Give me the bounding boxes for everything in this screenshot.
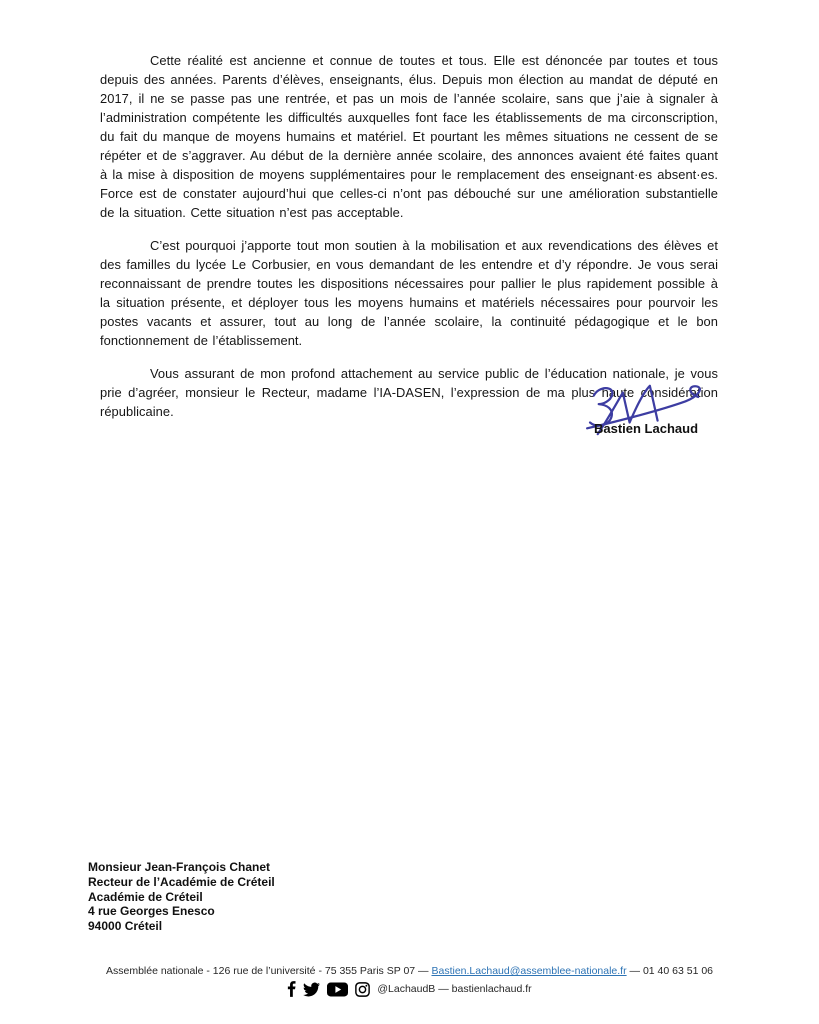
signature-block xyxy=(572,381,720,436)
paragraph-1: Cette réalité est ancienne et connue de toutes et tous. Elle est dénoncée par toutes et tous depuis des années. Parents d’élèves, enseignants, élus. Depuis mon élection au mandat de député en 2017, il ne se passe pas une rentrée, et pas un mois de l’année scolaire, sans que j’aie à signaler à l’administration compétente les difficultés auxquelles font face les établissements de ma circonscription, du fait du manque de moyens humains et matériel. Et pourtant les mêmes situations ne cessent de se répéter et de s’aggraver. Au début de la dernière année scolaire, des annonces avaient été faites quant à la mise à disposition de moyens supplémentaires pour le remplacement des enseignant·es absent·es. Force est de constater aujourd’hui que celles-ci n’ont pas débouché sur une amélioration substantielle de la situation. Cette situation n’est pas acceptable. xyxy=(100,53,718,220)
paragraph-3: Vous assurant de mon profond attachement au service public de l’éducation nationale, je vous prie d’agréer, monsieur le Recteur, madame l’IA-DASEN, l’expression de ma plus haute considération républicaine. xyxy=(100,366,718,419)
recipient-street: 4 rue Georges Enesco xyxy=(88,904,215,919)
recipient-city: 94000 Créteil xyxy=(88,919,163,934)
instagram-icon xyxy=(355,982,370,997)
page-footer xyxy=(0,965,819,997)
recipient-organization: Académie de Créteil xyxy=(88,889,203,904)
youtube-icon xyxy=(327,982,348,997)
recipient-address xyxy=(88,860,275,934)
footer-contact-line xyxy=(0,965,819,977)
footer-social-line xyxy=(0,981,819,997)
signatory-name: Bastien Lachaud xyxy=(593,421,699,436)
social-handle: @LachaudB — bastienlachaud.fr xyxy=(377,983,532,995)
recipient-name: Monsieur Jean-François Chanet xyxy=(88,860,271,874)
paragraph-2: C’est pourquoi j’apporte tout mon soutien à la mobilisation et aux revendications des élèves et des familles du lycée Le Corbusier, en vous demandant de les entendre et d’y répondre. Je vous serai reconnaissant de prendre toutes les dispositions nécessaires pour pallier le plus rapidement possible à la situation présente, et déployer tous les moyens humains et matériels nécessaires pour pourvoir les postes vacants et assurer, tout au long de l’année scolaire, la continuité pédagogique et le bon fonctionnement de l’établissement. xyxy=(100,238,718,348)
letter-body xyxy=(100,51,718,435)
twitter-icon xyxy=(303,982,320,997)
email-link[interactable]: Bastien.Lachaud@assemblee-nationale.fr xyxy=(431,965,627,977)
footer-phone: — 01 40 63 51 06 xyxy=(626,965,714,977)
facebook-icon xyxy=(287,981,296,997)
footer-postal-address: Assemblée nationale - 126 rue de l’université - 75 355 Paris SP 07 — xyxy=(105,965,432,977)
recipient-title: Recteur de l’Académie de Créteil xyxy=(88,874,275,889)
